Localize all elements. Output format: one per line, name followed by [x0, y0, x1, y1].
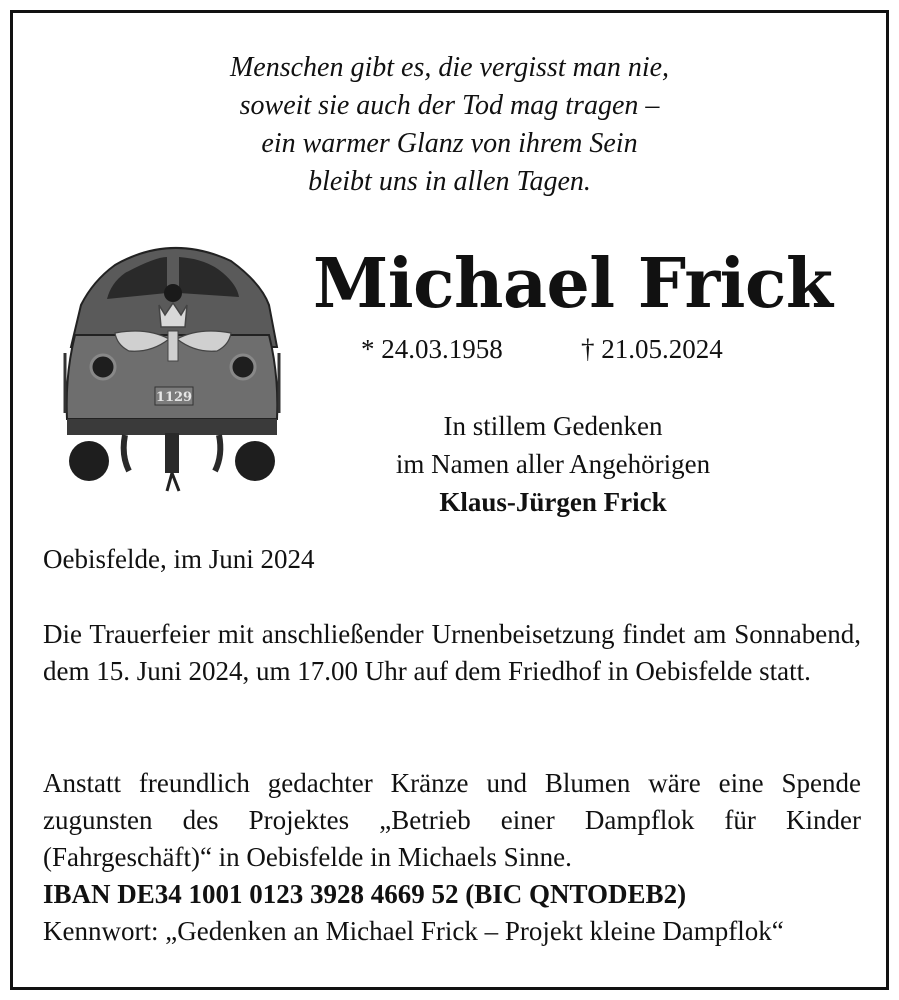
deceased-name: Michael Frick: [313, 244, 833, 324]
poem-line: bleibt uns in allen Tagen.: [308, 166, 591, 197]
memorial-line: In stillem Gedenken: [443, 411, 663, 441]
memorial-line: im Namen aller Angehörigen: [395, 449, 711, 479]
donation-text: Anstatt freundlich gedachter Kränze und Blumen wäre eine Spende zugunsten des Projektes „Betrieb einer Dampflok für Kinder (Fahrgeschäft)“ in Oebisfelde in Michaels Sinne.: [43, 768, 861, 872]
funeral-text: Die Trauerfeier mit anschließender Urnenbeisetzung findet am Sonnabend, dem 15. Juni 2024, um 17.00 Uhr auf dem Friedhof in Oebisfelde statt.: [43, 619, 861, 686]
poem-line: ein warmer Glanz von ihrem Sein: [261, 128, 638, 159]
poem-line: Menschen gibt es, die vergisst man nie,: [229, 52, 670, 83]
locomotive-image: [55, 235, 287, 493]
funeral-notice: [43, 616, 861, 690]
obituary-frame: [10, 10, 889, 990]
bank-details: IBAN DE34 1001 0123 3928 4669 52 (BIC QNTODEB2): [43, 879, 687, 909]
birth-date: * 24.03.1958: [361, 334, 503, 364]
memorial-poem: [13, 49, 886, 201]
memorial-signer: Klaus-Jürgen Frick: [439, 487, 667, 517]
poem-line: soweit sie auch der Tod mag tragen –: [239, 90, 660, 121]
locomotive-number: 1129: [155, 390, 193, 405]
place-and-date: Oebisfelde, im Juni 2024: [43, 544, 315, 574]
memorial-block: [333, 407, 773, 521]
death-date: † 21.05.2024: [581, 334, 723, 364]
donation-keyword: Kennwort: „Gedenken an Michael Frick – Projekt kleine Dampflok“: [43, 916, 784, 946]
donation-notice: [43, 765, 861, 950]
